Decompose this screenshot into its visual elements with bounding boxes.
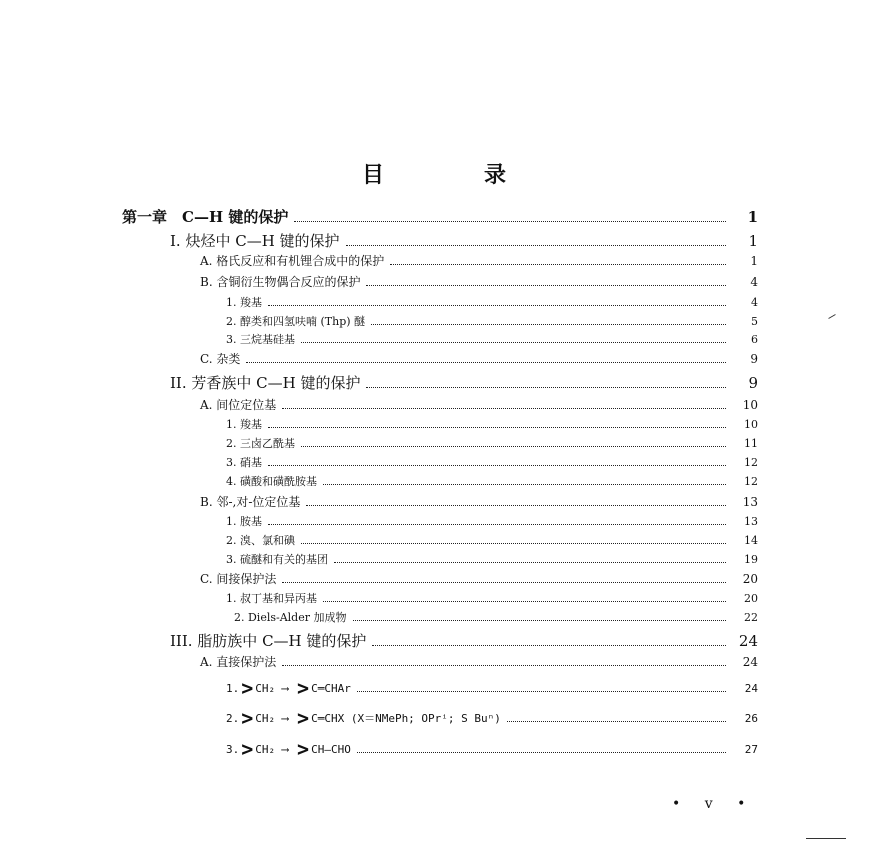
toc-entry[interactable] (200, 493, 758, 510)
toc-entry[interactable] (226, 454, 758, 470)
dot-leader (372, 645, 726, 646)
toc-entry-label: 2. 三卤乙酰基 (226, 437, 295, 450)
toc-entry[interactable] (226, 532, 758, 548)
toc-entry-page: 11 (744, 437, 758, 450)
toc-entry-page: 1 (747, 208, 758, 226)
chevron-right-icon: > (241, 676, 254, 700)
toc-entry-label: B. 含铜衍生物偶合反应的保护 (200, 275, 361, 289)
toc-entry-label: B. 邻-,对-位定位基 (200, 495, 301, 509)
toc-entry-label: 第一章 C—H 键的保护 (122, 208, 289, 226)
chevron-right-icon: > (241, 706, 254, 730)
toc-chem-entry[interactable] (226, 676, 758, 700)
toc-entry-page: 9 (748, 374, 758, 392)
dot-leader (268, 305, 726, 306)
toc-entry[interactable] (226, 331, 758, 347)
toc-entry-label (226, 676, 351, 700)
chem-product: CH—CHO (311, 743, 351, 756)
dot-leader (390, 264, 726, 265)
toc-entry-page: 9 (750, 352, 758, 366)
toc-entry[interactable] (200, 350, 758, 367)
toc-entry-page: 1 (750, 254, 758, 268)
toc-entry-page: 24 (744, 682, 758, 695)
chevron-right-icon: > (241, 737, 254, 761)
toc-entry[interactable] (226, 473, 758, 489)
dot-leader (357, 752, 726, 753)
toc-entry-label: 1. 羧基 (226, 296, 262, 309)
toc-entry-label: 1. 羧基 (226, 418, 262, 431)
toc-entry[interactable] (200, 273, 758, 290)
toc-entry-label: C. 间接保护法 (200, 572, 277, 586)
dot-leader (294, 221, 726, 222)
toc-entry-page: 27 (744, 743, 758, 756)
dot-leader (282, 665, 726, 666)
toc-chem-entry[interactable] (226, 706, 758, 730)
toc-entry[interactable] (226, 416, 758, 432)
toc-entry-page: 4 (750, 275, 758, 289)
dot-leader (323, 601, 726, 602)
dot-leader (268, 524, 726, 525)
chevron-right-icon: > (297, 706, 310, 730)
toc-entry-page: 24 (738, 632, 758, 650)
toc-entry-page: 10 (742, 398, 758, 412)
toc-entry-label: C. 杂类 (200, 352, 241, 366)
toc-entry[interactable] (200, 396, 758, 413)
chevron-right-icon: > (297, 737, 310, 761)
chem-product: C═CHAr (311, 682, 351, 695)
toc-entry-label: 3. 硫醚和有关的基团 (226, 553, 328, 566)
toc-entry-label: A. 间位定位基 (200, 398, 277, 412)
toc-entry[interactable] (170, 372, 758, 393)
dot-leader (306, 505, 726, 506)
toc-title-left: 目 (362, 162, 385, 188)
toc-entry[interactable] (170, 630, 758, 651)
toc-entry-label: I. 炔烃中 C—H 键的保护 (170, 232, 340, 250)
toc-entry-page: 22 (744, 611, 758, 624)
dot-leader (346, 245, 726, 246)
dot-leader (334, 562, 726, 563)
toc-entry-page: 12 (744, 475, 758, 488)
toc-entry-page: 10 (744, 418, 758, 431)
reaction-arrow-icon: ⟶ (281, 743, 289, 756)
toc-entry-label (226, 706, 501, 730)
toc-entry[interactable] (226, 513, 758, 529)
dot-leader (371, 324, 726, 325)
dot-leader (301, 446, 726, 447)
chem-number: 2. (226, 712, 240, 725)
chevron-right-icon: > (297, 676, 310, 700)
reaction-arrow-icon: ⟶ (281, 712, 289, 725)
toc-entry-page: 20 (744, 592, 758, 605)
dot-leader (268, 465, 726, 466)
toc-entry-page: 4 (751, 296, 758, 309)
dot-leader (268, 427, 726, 428)
toc-entry-label: A. 格氏反应和有机锂合成中的保护 (200, 254, 385, 268)
dot-leader (507, 721, 726, 722)
toc-entry[interactable] (226, 551, 758, 567)
toc-entry-label: II. 芳香族中 C—H 键的保护 (170, 374, 361, 392)
dot-leader (357, 691, 726, 692)
chem-reactant: CH₂ (255, 682, 276, 695)
toc-title-right: 录 (484, 162, 507, 188)
dot-leader (323, 484, 726, 485)
chem-reactant: CH₂ (255, 743, 276, 756)
toc-entry-page: 5 (751, 315, 758, 328)
reaction-arrow-icon: ⟶ (281, 682, 289, 695)
toc-entry-label: 1. 胺基 (226, 515, 262, 528)
chem-product: C═CHX (X＝NMePh; OPrⁱ; S Buⁿ) (311, 712, 501, 725)
chem-number: 1. (226, 682, 240, 695)
scan-mark (806, 838, 846, 839)
toc-entry-label: 2. Diels-Alder 加成物 (234, 611, 347, 624)
toc-entry-page: 12 (744, 456, 758, 469)
toc-chem-entry[interactable] (226, 737, 758, 761)
toc-entry[interactable] (226, 590, 758, 606)
toc-entry[interactable] (122, 206, 758, 227)
dot-leader (282, 582, 726, 583)
toc-entry-label: 4. 磺酸和磺酰胺基 (226, 475, 317, 488)
toc-entry[interactable] (200, 252, 758, 269)
toc-entry-label: 3. 三烷基硅基 (226, 333, 295, 346)
toc-entry[interactable] (170, 230, 758, 251)
toc-entry-label: 2. 醇类和四氢呋喃 (Thp) 醚 (226, 315, 366, 328)
page-number-footer: • v • (672, 796, 756, 812)
toc-entry[interactable] (226, 294, 758, 310)
dot-leader (353, 620, 727, 621)
toc-entry-label: 3. 硝基 (226, 456, 262, 469)
toc-entry-page: 19 (744, 553, 758, 566)
dot-leader (301, 543, 726, 544)
dot-leader (366, 387, 726, 388)
toc-entry-page: 6 (751, 333, 758, 346)
toc-entry-page: 13 (742, 495, 758, 509)
dot-leader (246, 362, 726, 363)
toc-entry-page: 20 (742, 572, 758, 586)
toc-entry-page: 1 (748, 232, 758, 250)
toc-entry[interactable] (200, 570, 758, 587)
chem-number: 3. (226, 743, 240, 756)
toc-entry-page: 24 (742, 655, 758, 669)
dot-leader (301, 342, 726, 343)
toc-entry-label: 1. 叔丁基和异丙基 (226, 592, 317, 605)
toc-entry-page: 13 (744, 515, 758, 528)
toc-entry-page: 26 (744, 712, 758, 725)
toc-entry[interactable] (234, 609, 758, 625)
toc-entry[interactable] (226, 435, 758, 451)
chem-reactant: CH₂ (255, 712, 276, 725)
toc-entry-page: 14 (744, 534, 758, 547)
toc-entry[interactable] (226, 313, 758, 329)
dot-leader (366, 285, 726, 286)
dot-leader (282, 408, 726, 409)
toc-entry[interactable] (200, 653, 758, 670)
toc-entry-label (226, 737, 351, 761)
toc-entry-label: 2. 溴、氯和碘 (226, 534, 295, 547)
toc-entry-label: III. 脂肪族中 C—H 键的保护 (170, 632, 367, 650)
toc-entry-label: A. 直接保护法 (200, 655, 277, 669)
